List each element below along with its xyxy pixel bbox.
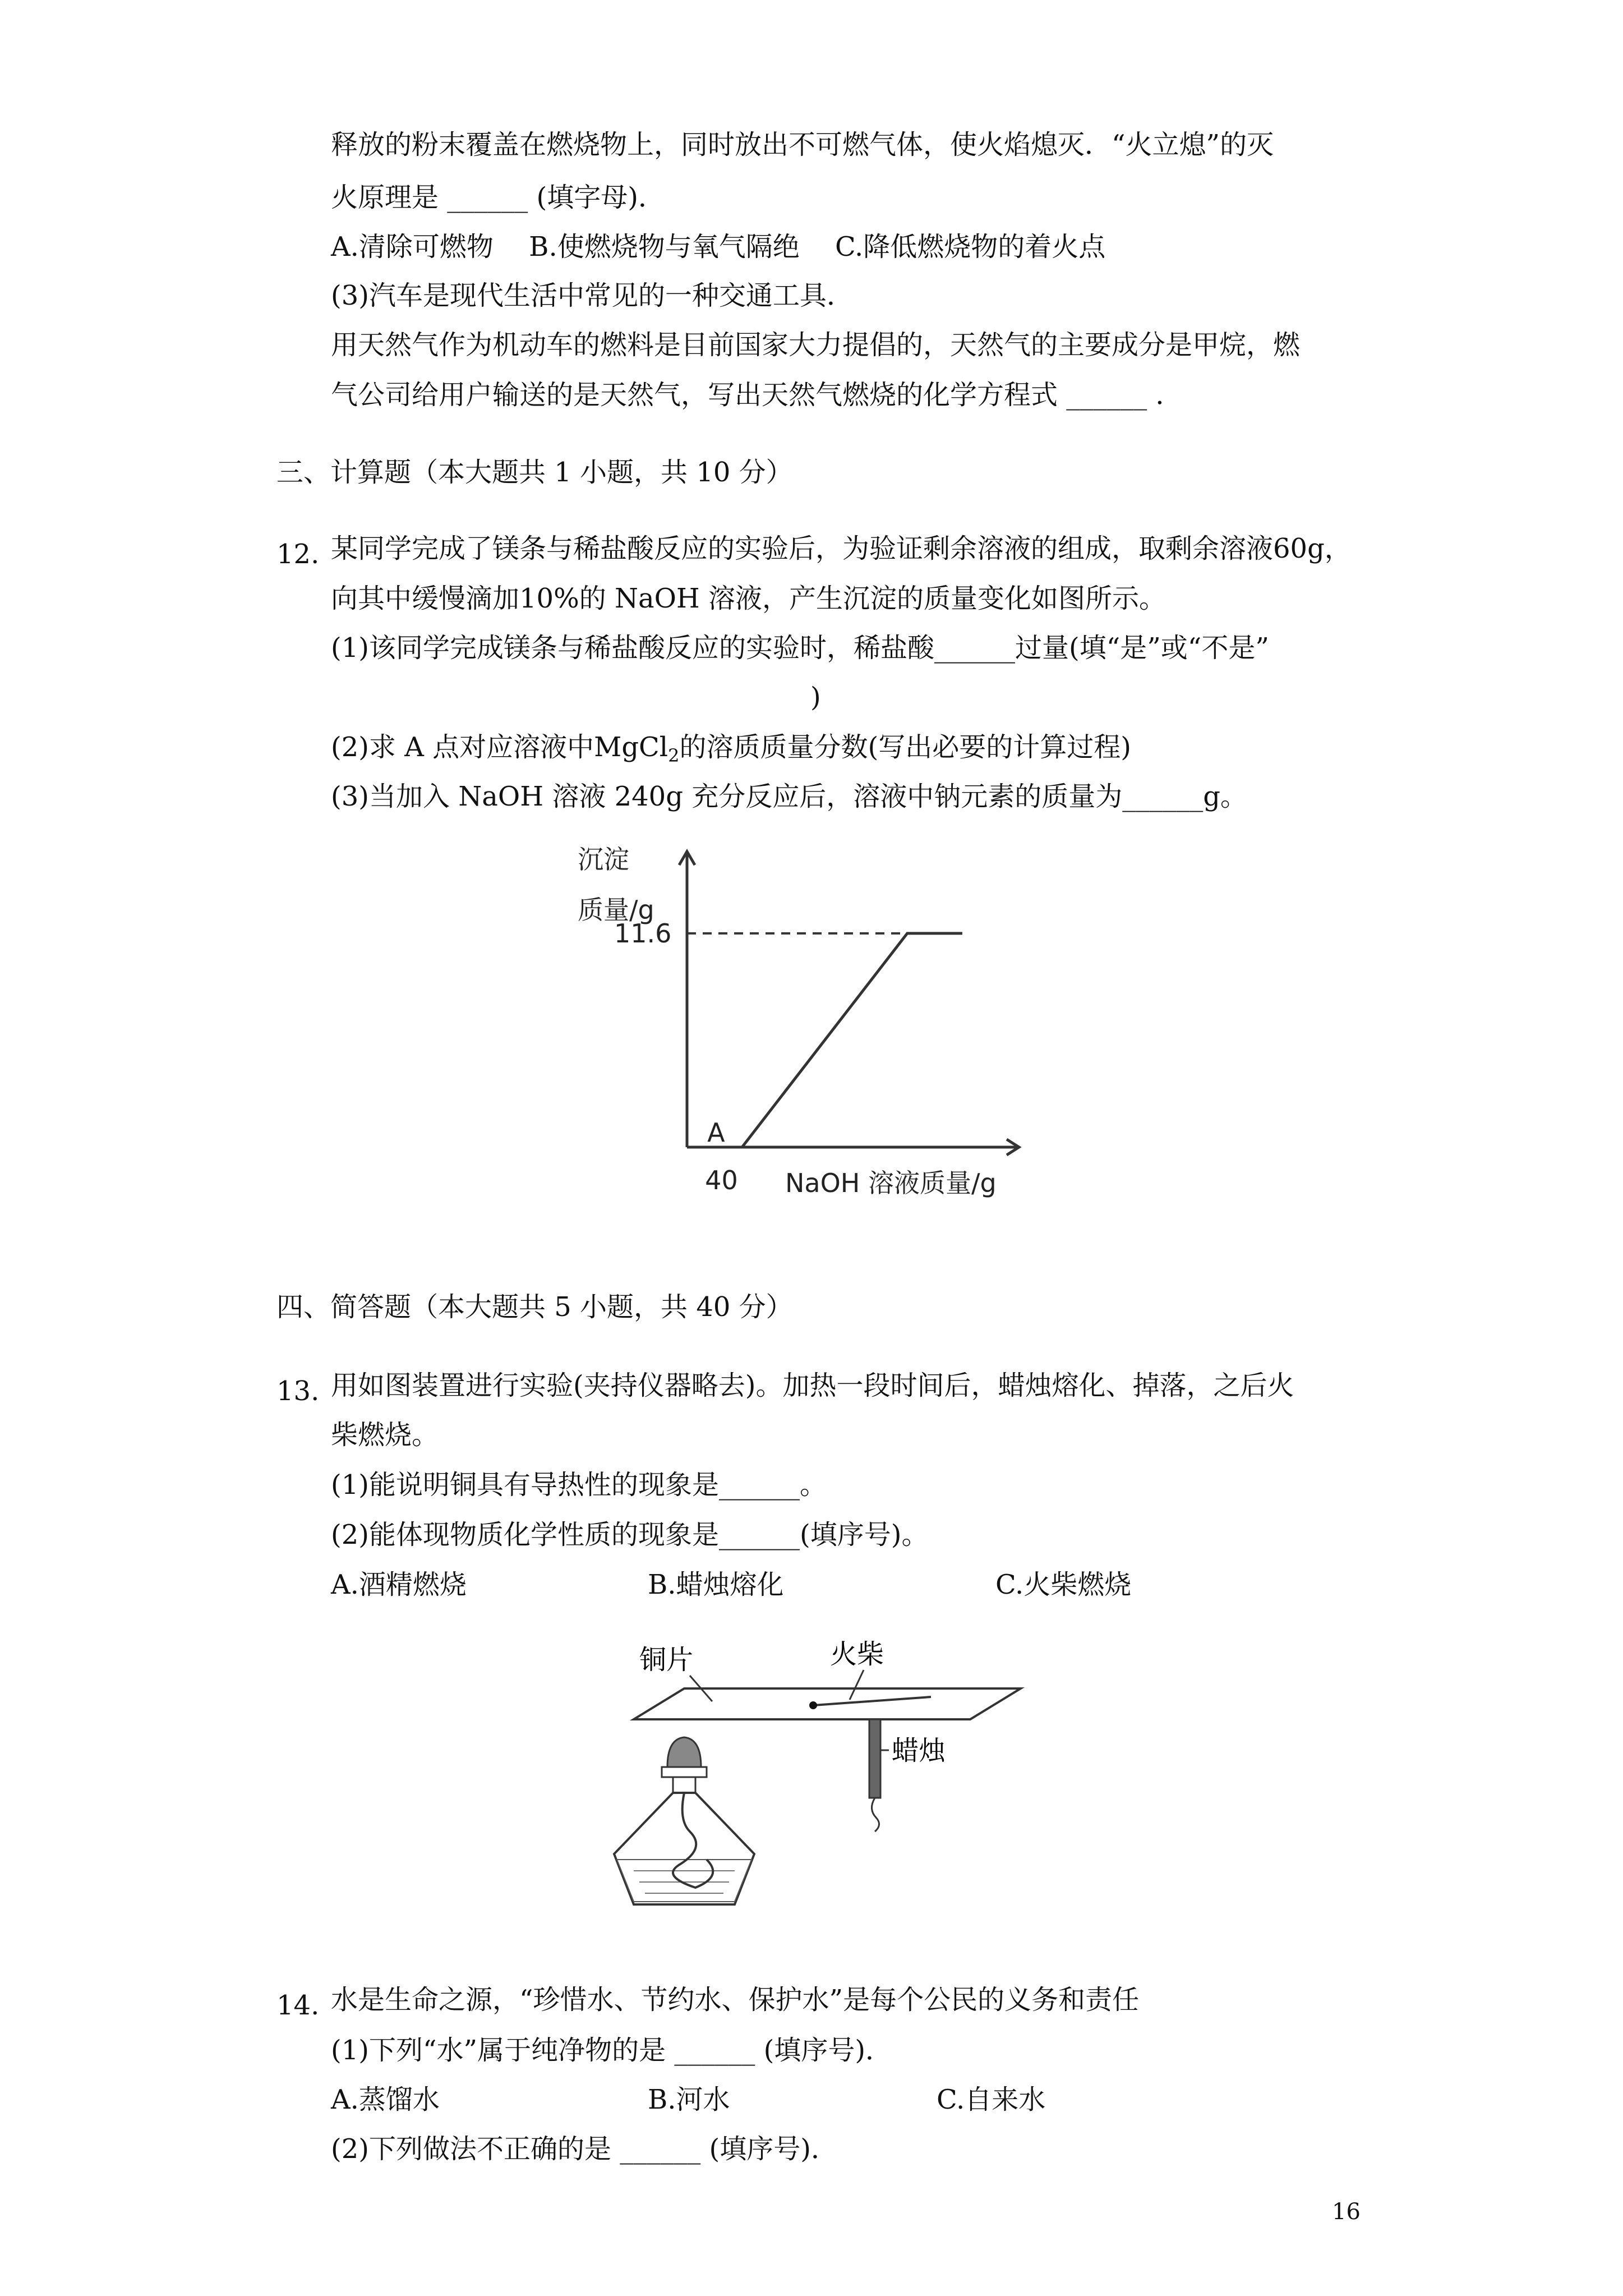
question-text: 某同学完成了镁条与稀盐酸反应的实验后，为验证剩余溶液的组成，取剩余溶液60g， <box>331 533 1352 564</box>
match-head <box>809 1701 817 1709</box>
apparatus-figure <box>594 1630 1043 1944</box>
flame <box>667 1737 701 1767</box>
question-number: 12. <box>276 539 320 570</box>
question-text: ) <box>810 682 821 713</box>
question-text: (2)能体现物质化学性质的现象是______(填序号)。 <box>331 1519 929 1550</box>
page-number: 16 <box>1332 2199 1361 2225</box>
option-b: B.河水 <box>648 2084 730 2115</box>
candle-wick <box>872 1798 879 1832</box>
question-number: 14. <box>276 1990 320 2021</box>
text-line: 释放的粉末覆盖在燃烧物上，同时放出不可燃气体，使火焰熄灭．“火立熄”的灭 <box>331 129 1274 160</box>
section-heading: 三、计算题（本大题共 1 小题，共 10 分） <box>276 457 793 488</box>
question-text: (1)能说明铜具有导热性的现象是______。 <box>331 1469 827 1501</box>
text-line: 用天然气作为机动车的燃料是目前国家大力提倡的，天然气的主要成分是甲烷，燃 <box>331 329 1301 361</box>
text-line: (3)汽车是现代生活中常见的一种交通工具． <box>331 280 854 311</box>
section-heading: 四、简答题（本大题共 5 小题，共 40 分） <box>276 1291 793 1323</box>
option-b: B.蜡烛熔化 <box>648 1569 784 1600</box>
text-line: 火原理是 ______ (填字母)． <box>331 182 665 213</box>
lamp-cap <box>662 1767 707 1777</box>
question-text: 水是生命之源，“珍惜水、节约水、保护水”是每个公民的义务和责任 <box>331 1984 1140 2016</box>
y-axis-label-line1: 沉淀 <box>578 844 629 875</box>
question-text: 柴燃烧。 <box>331 1419 439 1451</box>
question-text: (3)当加入 NaOH 溶液 240g 充分反应后，溶液中钠元素的质量为______g。 <box>331 781 1247 812</box>
alcohol-liquid <box>617 1860 751 1902</box>
precipitate-chart <box>578 836 1071 1206</box>
x-axis-label: NaOH 溶液质量/g <box>785 1168 997 1198</box>
match-label: 火柴 <box>830 1639 884 1670</box>
series-line <box>742 933 962 1147</box>
y-tick-label: 11.6 <box>614 918 672 949</box>
copper-label: 铜片 <box>639 1644 694 1676</box>
question-text: 用如图装置进行实验(夹持仪器略去)。加热一段时间后，蜡烛熔化、掉落，之后火 <box>331 1370 1294 1401</box>
question-text: (1)该同学完成镁条与稀盐酸反应的实验时，稀盐酸______过量(填“是”或“不是” <box>331 632 1269 664</box>
candle-label: 蜡烛 <box>892 1735 946 1766</box>
candle <box>869 1719 880 1798</box>
x-tick-label: 40 <box>705 1165 738 1195</box>
question-text: (1)下列“水”属于纯净物的是 ______ (填序号)． <box>331 2035 893 2066</box>
question-number: 13. <box>276 1375 320 1407</box>
lamp-neck <box>673 1777 695 1793</box>
text-line: 气公司给用户输送的是天然气，写出天然气燃烧的化学方程式 ______ ． <box>331 379 1183 411</box>
y-axis-label-line2: 质量/g <box>578 895 654 925</box>
question-text: (2)求 A 点对应溶液中MgCl$_2$的溶质质量分数(写出必要的计算过程) <box>331 731 1131 766</box>
point-a-label: A <box>707 1117 725 1148</box>
option-a: A.酒精燃烧 <box>331 1569 467 1600</box>
option-a: A.蒸馏水 <box>331 2084 440 2115</box>
question-text: (2)下列做法不正确的是 ______ (填序号)． <box>331 2133 838 2165</box>
option-line: A.清除可燃物 B.使燃烧物与氧气隔绝 C.降低燃烧物的着火点 <box>331 231 1106 263</box>
option-c: C.自来水 <box>937 2084 1046 2115</box>
option-c: C.火柴燃烧 <box>995 1569 1132 1600</box>
question-text: 向其中缓慢滴加10%的 NaOH 溶液，产生沉淀的质量变化如图所示。 <box>331 583 1166 614</box>
